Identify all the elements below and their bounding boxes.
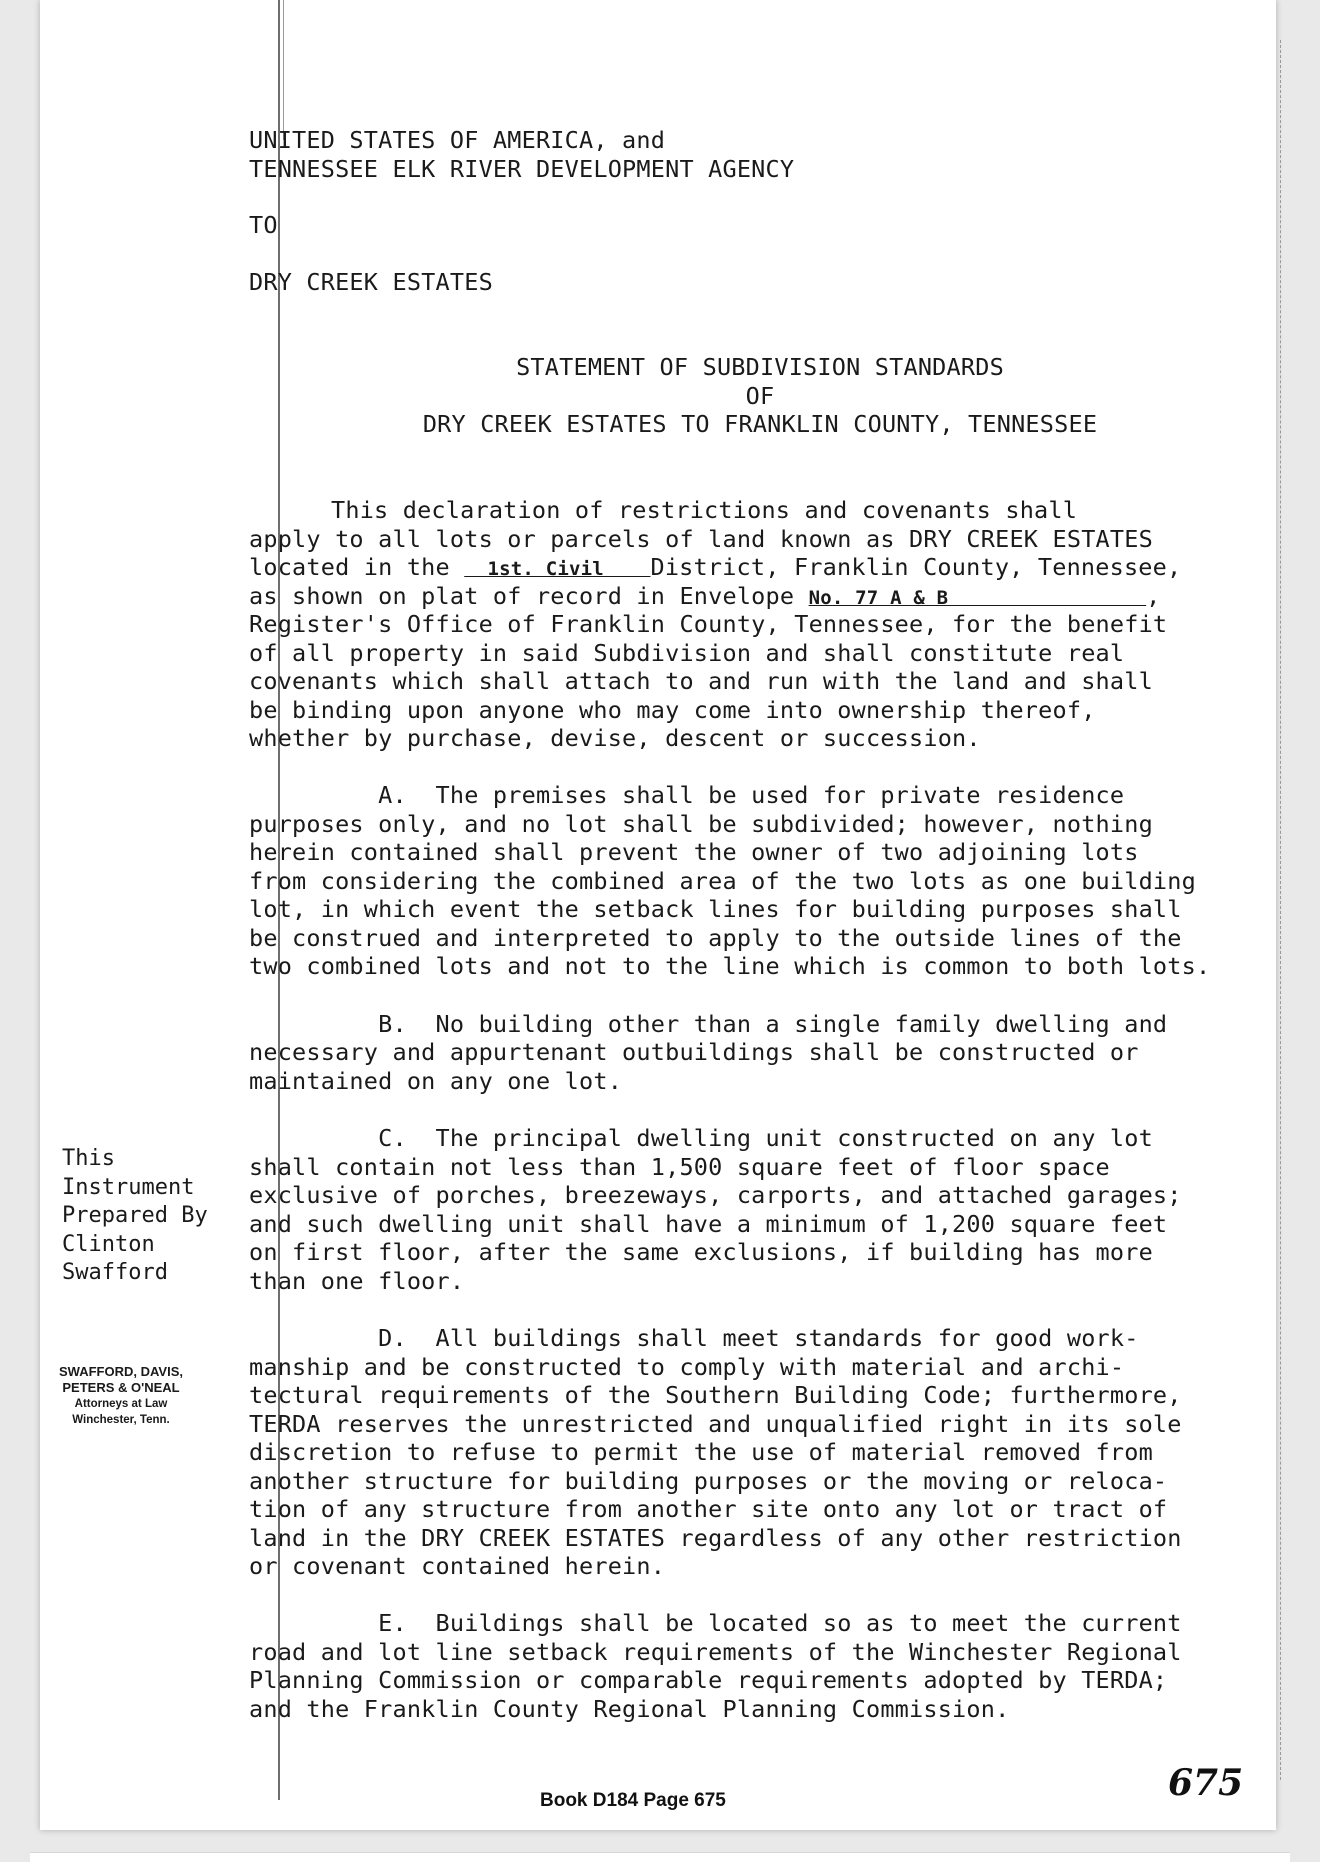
intro-line-9: whether by purchase, devise, descent or succession. [249,724,981,752]
left-margin-rule-secondary [283,0,284,140]
para-a-line: be construed and interpreted to apply to the outside lines of the [249,924,1182,952]
law-firm-stamp: SWAFFORD, DAVIS, PETERS & O'NEAL Attorneys at Law Winchester, Tenn. [59,1364,183,1426]
para-c-line: than one floor. [249,1267,465,1295]
para-d-line: tectural requirements of the Southern Building Code; furthermore, [249,1381,1182,1409]
para-a-line: lot, in which event the setback lines for building purposes shall [249,895,1182,923]
intro-line-4: as shown on plat of record in Envelope No. 77 A & B , [249,582,1161,610]
para-d-line: manship and be constructed to comply with material and archi- [249,1353,1125,1381]
grantee: DRY CREEK ESTATES [249,268,493,296]
intro-line-5: Register's Office of Franklin County, Tennessee, for the benefit [249,610,1168,638]
para-e-line: road and lot line setback requirements of the Winchester Regional [249,1638,1182,1666]
envelope-number-fill: No. 77 A & B [808,587,1147,609]
grantor-line-2: TENNESSEE ELK RIVER DEVELOPMENT AGENCY [249,155,795,183]
book-page-reference: Book D184 Page 675 [540,1790,726,1811]
para-b-line: B. No building other than a single family dwelling and [249,1010,1168,1038]
para-a-line: A. The premises shall be used for private residence [249,781,1125,809]
civil-district-fill: 1st. Civil [464,558,651,580]
para-c-line: exclusive of porches, breezeways, carports, and attached garages; [249,1181,1182,1209]
para-d-line: discretion to refuse to permit the use of material removed from [249,1438,1153,1466]
para-a-line: herein contained shall prevent the owner of two adjoining lots [249,838,1139,866]
para-c-line: and such dwelling unit shall have a minimum of 1,200 square feet [249,1210,1168,1238]
document-page [40,0,1276,1830]
para-d-line: land in the DRY CREEK ESTATES regardless of any other restriction [249,1524,1182,1552]
para-d-line: tion of any structure from another site onto any lot or tract of [249,1495,1168,1523]
para-d-line: TERDA reserves the unrestricted and unqualified right in its sole [249,1410,1182,1438]
to-label: TO [249,211,278,239]
para-a-line: purposes only, and no lot shall be subdivided; however, nothing [249,810,1153,838]
title-line-2: OF [745,382,775,410]
para-b-line: maintained on any one lot. [249,1067,623,1095]
intro-line-6: of all property in said Subdivision and shall constitute real [249,639,1125,667]
para-e-line: and the Franklin County Regional Planning Commission. [249,1695,1010,1723]
intro-line-1: This declaration of restrictions and covenants shall [331,496,1078,524]
title-line-1: STATEMENT OF SUBDIVISION STANDARDS [516,353,1004,381]
para-d-line: D. All buildings shall meet standards for good work- [249,1324,1139,1352]
para-c-line: shall contain not less than 1,500 square feet of floor space [249,1153,1110,1181]
handwritten-page-number: 675 [1168,1762,1244,1804]
para-d-line: or covenant contained herein. [249,1552,666,1580]
para-b-line: necessary and appurtenant outbuildings shall be constructed or [249,1038,1139,1066]
para-a-line: from considering the combined area of the two lots as one building [249,867,1196,895]
right-margin-rule [1280,40,1281,1780]
title-line-3: DRY CREEK ESTATES TO FRANKLIN COUNTY, TENNESSEE [422,410,1098,438]
intro-line-3: located in the 1st. Civil District, Franklin County, Tennessee, [249,553,1182,581]
para-e-line: Planning Commission or comparable requirements adopted by TERDA; [249,1666,1168,1694]
intro-line-2: apply to all lots or parcels of land known as DRY CREEK ESTATES [249,525,1153,553]
para-d-line: another structure for building purposes or the moving or reloca- [249,1467,1168,1495]
para-c-line: on first floor, after the same exclusions, if building has more [249,1238,1153,1266]
grantor-line-1: UNITED STATES OF AMERICA, and [249,126,666,154]
para-a-line: two combined lots and not to the line which is common to both lots. [249,952,1211,980]
para-e-line: E. Buildings shall be located so as to meet the current [249,1609,1182,1637]
prepared-by-note: This Instrument Prepared By Clinton Swafford [62,1146,208,1286]
intro-line-7: covenants which shall attach to and run with the land and shall [249,667,1153,695]
intro-line-8: be binding upon anyone who may come into ownership thereof, [249,696,1096,724]
para-c-line: C. The principal dwelling unit constructed on any lot [249,1124,1153,1152]
